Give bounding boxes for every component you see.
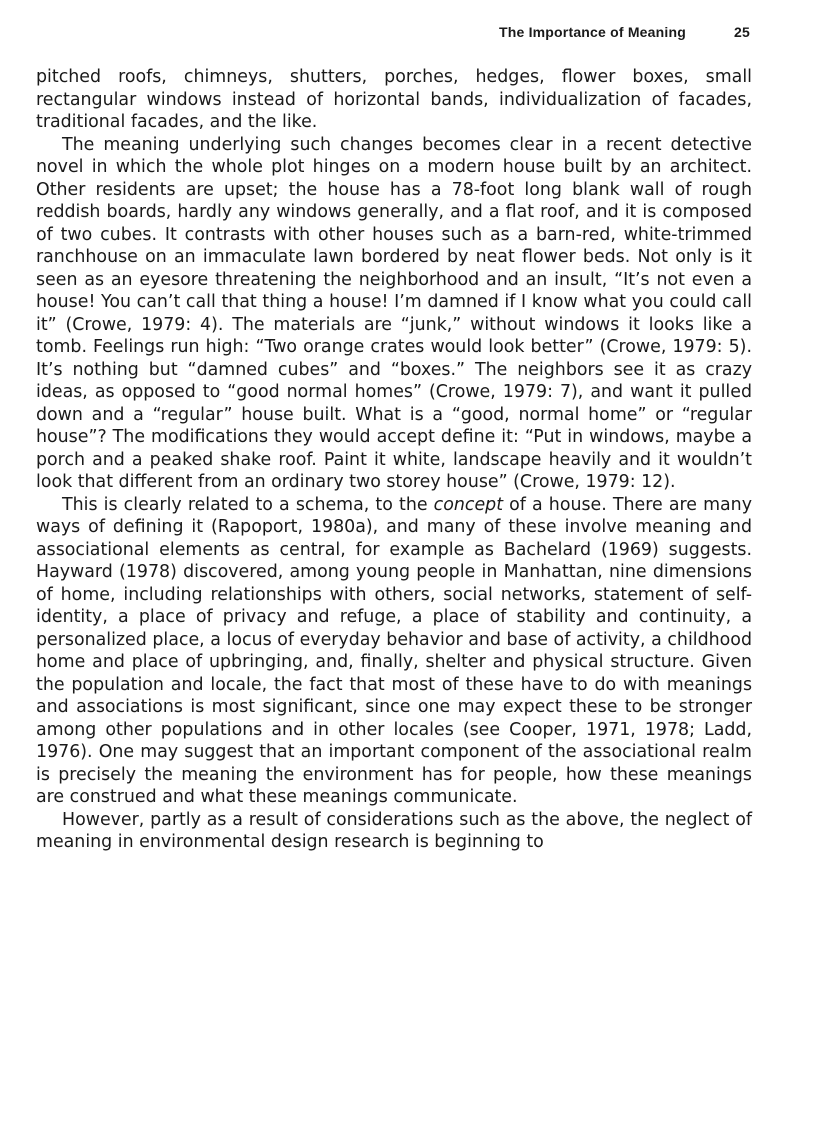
paragraph-house-concept	[36, 494, 752, 809]
running-title: The Importance of Meaning	[498, 24, 686, 40]
body-text	[36, 66, 752, 854]
page-number: 25	[734, 24, 750, 40]
emphasized-word: concept	[433, 494, 504, 515]
paragraph-neglect-of-meaning: However, partly as a result of considerations such as the above, the neglect of meaning in environmental design research is beginning to	[36, 809, 752, 852]
running-head	[36, 24, 752, 44]
paragraph-text-before-emphasis: This is clearly related to a schema, to the	[62, 494, 434, 515]
paragraph-continuation: pitched roofs, chimneys, shutters, porches, hedges, flower boxes, small rectangular windows instead of horizontal bands, individualization of facades, traditional facades, and the like.	[36, 67, 752, 132]
paragraph-detective-novel: The meaning underlying such changes becomes clear in a recent detective novel in which the whole plot hinges on a modern house built by an architect. Other residents are upset; the house has a 78-foot long blank wall of rough reddish boards, hardly any windows generally, and a flat roof, and it is composed of two cubes. It contrasts with other houses such as a barn-red, white-trimmed ranchhouse on an immaculate lawn bordered by neat flower beds. Not only is it seen as an eyesore threatening the neighborhood and an insult, “It’s not even a house! You can’t call that thing a house! I’m damned if I know what you could call it” (Crowe, 1979: 4). The materials are “junk,” without windows it looks like a tomb. Feelings run high: “Two orange crates would look better” (Crowe, 1979: 5). It’s nothing but “damned cubes” and “boxes.” The neighbors see it as crazy ideas, as opposed to “good normal homes” (Crowe, 1979: 7), and want it pulled down and a “regular” house built. What is a “good, normal home” or “regular house”? The modifications they would accept define it: “Put in windows, maybe a porch and a peaked shake roof. Paint it white, landscape heavily and it wouldn’t look that different from an ordinary two storey house” (Crowe, 1979: 12).	[36, 134, 752, 492]
paragraph-text-after-emphasis: of a house. There are many ways of defining it (Rapoport, 1980a), and many of these involve meaning and associational elements as central, for example as Bachelard (1969) suggests. Hayward (1978) discovered, among young people in Manhattan, nine dimensions of home, including relationships with others, social networks, statement of self-identity, a place of privacy and refuge, a place of stability and continuity, a personalized place, a locus of everyday behavior and base of activity, a childhood home and place of upbringing, and, finally, shelter and physical structure. Given the population and locale, the fact that most of these have to do with meanings and associations is most significant, since one may expect these to be stronger among other populations and in other locales (see Cooper, 1971, 1978; Ladd, 1976). One may suggest that an important component of the associational realm is precisely the meaning the environment has for people, how these meanings are construed and what these meanings communicate.	[36, 494, 752, 807]
